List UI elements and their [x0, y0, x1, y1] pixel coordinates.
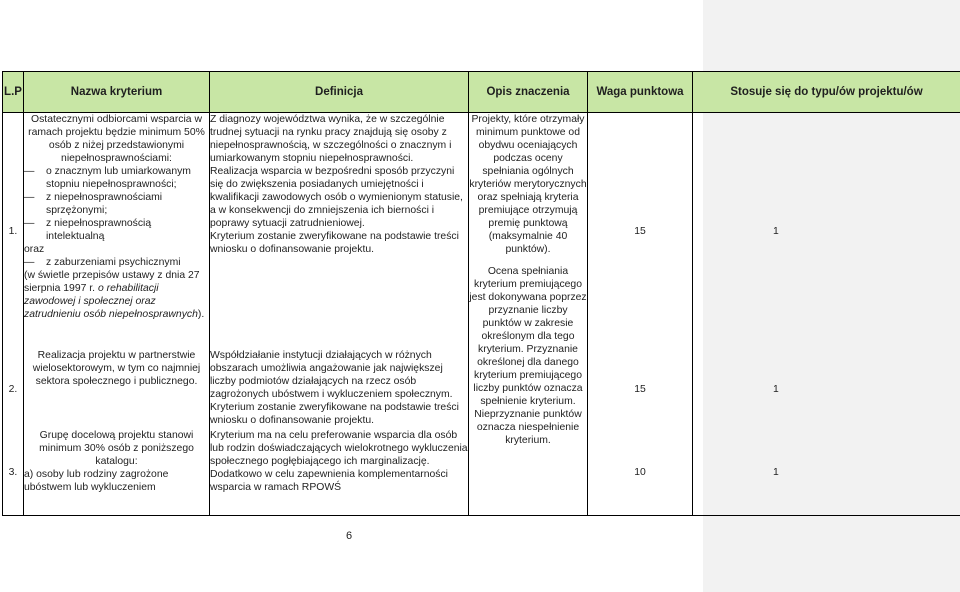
header-stosuje: Stosuje się do typu/ów projektu/ów	[693, 72, 960, 113]
definicja-2: Współdziałanie instytucji działających w różnych obszarach umożliwia angażowanie jak największej liczby podmiotów działających na rzecz osób zagrożonych ubóstwem i wykluczeniem społecznym. Kryterium zostanie zweryfikowane na podstawie treści wniosku o dofinansowanie projektu.	[210, 350, 459, 426]
waga-row-1	[588, 113, 692, 349]
lp-1: 1.	[8, 225, 18, 237]
opis-2: Ocena spełniania kryterium premiującego jest dokonywana poprzez przyznanie liczby punktów w zakresie określonym dla tego kryterium. Przyznanie określonej dla danego kryterium premiującego liczby punktów oznacza spełnienie kryterium. Nieprzyznanie punktów oznacza niespełnienie kryterium.	[469, 266, 587, 446]
header-lp: L.P	[3, 72, 24, 113]
lp-3: 3.	[8, 466, 18, 478]
stosuje-1: 1	[773, 225, 779, 237]
criteria-table	[2, 71, 960, 516]
waga-3: 10	[634, 466, 646, 478]
opis-cell	[469, 113, 588, 516]
page-number: 6	[346, 530, 353, 542]
header-waga: Waga punktowa	[588, 72, 693, 113]
stosuje-3: 1	[773, 466, 779, 478]
waga-row-3	[588, 429, 692, 515]
lp-cell	[3, 113, 24, 516]
definicja-1: Z diagnozy województwa wynika, że w szczególnie trudnej sytuacji na rynku pracy znajdują się osoby z niepełnosprawnością, w szczególności o znacznym i umiarkowanym stopniu niepełnosprawności. Realizacja wsparcia w bezpośredni sposób przyczyni się do zwiększenia posiadanych umiejętności i kwalifikacji zawodowych osób o wymienionym statusie, a w konsekwencji do zmniejszenia ich bierności i poprawy sytuacji zatrudnieniowej. Kryterium zostanie zweryfikowane na podstawie treści wniosku o dofinansowanie projektu.	[210, 114, 463, 255]
header-opis: Opis znaczenia	[469, 72, 588, 113]
kryterium-1-tail: (w świetle przepisów ustawy z dnia 27 sierpnia 1997 r. o rehabilitacji zawodowej i społecznej oraz zatrudnieniu osób niepełnosprawnych).	[24, 270, 205, 320]
kryterium-cell	[24, 113, 210, 516]
kryterium-item: — z zaburzeniami psychicznymi	[24, 257, 181, 268]
kryterium-1	[24, 113, 209, 349]
kryterium-oraz: oraz	[24, 244, 45, 255]
kryterium-item: — z niepełnosprawnością intelektualną	[24, 218, 152, 242]
waga-2: 15	[634, 383, 646, 395]
lp-2: 2.	[8, 383, 18, 395]
header-row	[3, 72, 960, 113]
waga-1: 15	[634, 225, 646, 237]
table-row	[3, 113, 960, 516]
kryterium-item: — z niepełnosprawnościami sprzężonymi;	[24, 192, 163, 216]
waga-row-2	[588, 349, 692, 429]
kryterium-3: Grupę docelową projektu stanowi minimum 30% osób z poniższego katalogu: a) osoby lub rodziny zagrożone ubóstwem lub wykluczeniem	[24, 430, 194, 493]
stosuje-2: 1	[773, 383, 779, 395]
kryterium-item: — o znacznym lub umiarkowanym stopniu niepełnosprawności;	[24, 166, 191, 190]
kryterium-1-intro: Ostatecznymi odbiorcami wsparcia w ramach projektu będzie minimum 50% osób z niżej przedstawionymi niepełnosprawnościami:	[28, 114, 205, 164]
definicja-cell	[210, 113, 469, 516]
opis-1: Projekty, które otrzymały minimum punktowe od obydwu oceniających podczas oceny spełniania ogólnych kryteriów merytorycznych oraz spełniają kryteria premiujące otrzymują premię punktową (maksymalnie 40 punktów).	[469, 114, 587, 255]
header-nazwa: Nazwa kryterium	[24, 72, 210, 113]
waga-cell	[588, 113, 693, 516]
stosuje-cell	[693, 113, 960, 516]
kryterium-2: Realizacja projektu w partnerstwie wielosektorowym, w tym co najmniej sektora społecznego i publicznego.	[32, 350, 201, 387]
header-definicja: Definicja	[210, 72, 469, 113]
definicja-3: Kryterium ma na celu preferowanie wsparcia dla osób lub rodzin doświadczających wielokrotnego wykluczenia społecznego pogłębiającego ich marginalizację. Dodatkowo w celu zapewnienia komplementarności wsparcia w ramach RPOWŚ	[210, 430, 468, 493]
